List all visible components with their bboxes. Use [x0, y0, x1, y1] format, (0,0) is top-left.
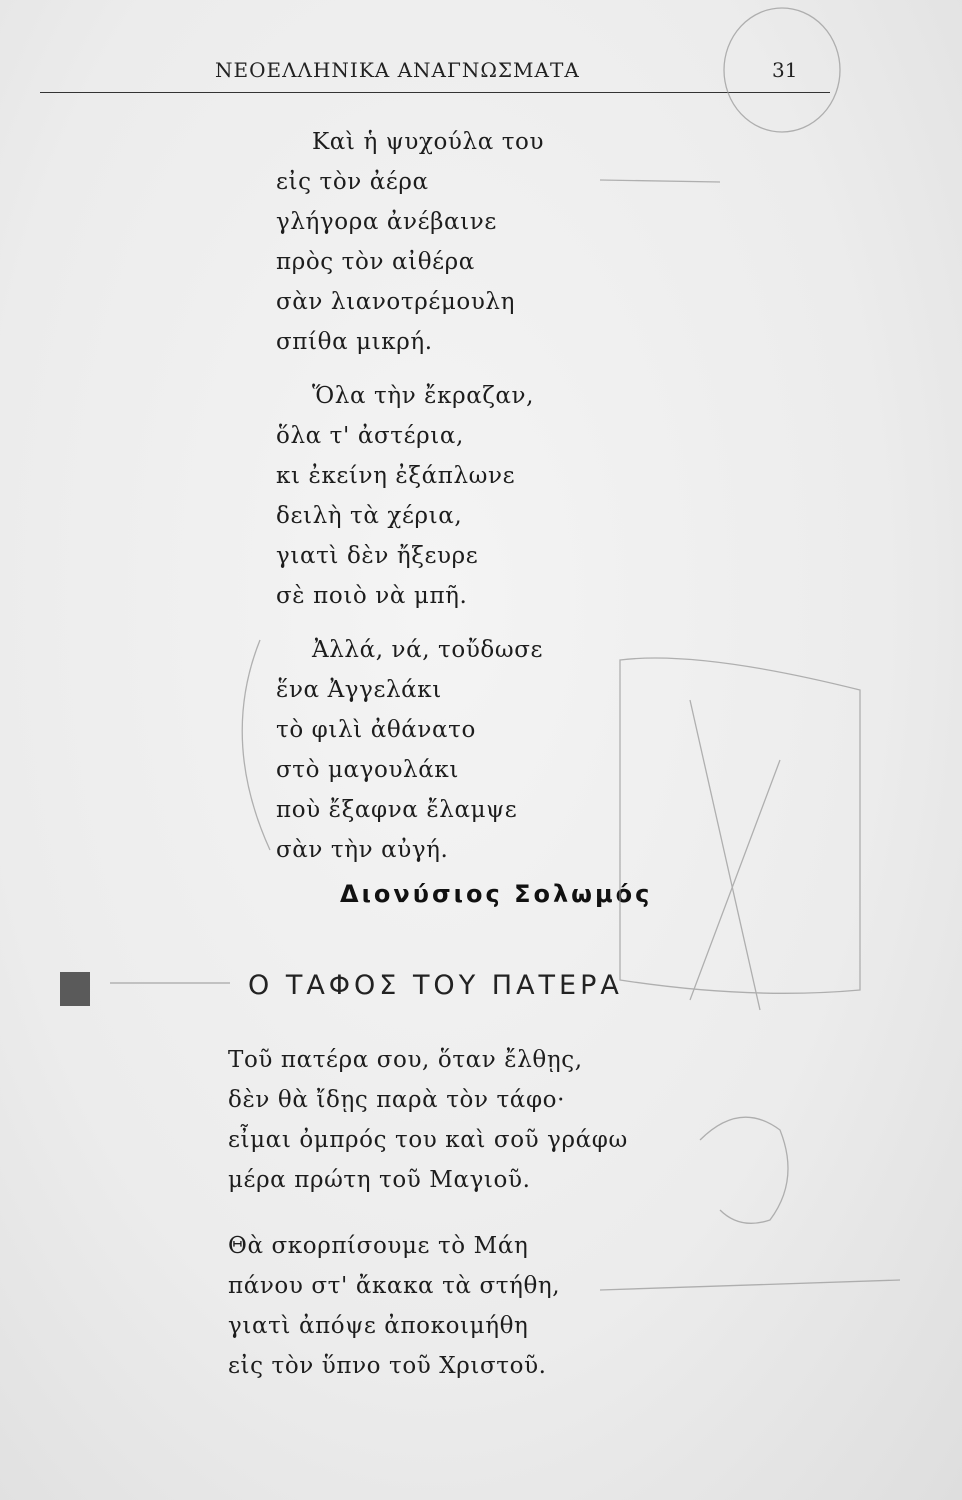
page-number: 31: [772, 58, 798, 82]
verse-line: εἶμαι ὀμπρός του καὶ σοῦ γράφω: [228, 1127, 628, 1153]
verse-line: δὲν θὰ ἴδῃς παρὰ τὸν τάφο·: [228, 1087, 566, 1113]
verse-line: στὸ μαγουλάκι: [276, 757, 459, 783]
ornament-block: [60, 972, 90, 1006]
verse-line: γιατὶ ἀπόψε ἀποκοιμήθη: [228, 1313, 529, 1339]
poem-author: Διονύσιος Σολωμός: [340, 880, 653, 908]
running-head: ΝΕΟΕΛΛΗΝΙΚΑ ΑΝΑΓΝΩΣΜΑΤΑ: [215, 58, 580, 82]
verse-line: Ὅλα τὴν ἔκραζαν,: [312, 383, 535, 409]
verse-line: πρὸς τὸν αἰθέρα: [276, 249, 475, 275]
verse-line: Θὰ σκορπίσουμε τὸ Μάη: [228, 1233, 529, 1259]
verse-line: κι ἐκείνη ἐξάπλωνε: [276, 463, 516, 489]
verse-line: πάνου στ' ἄκακα τὰ στήθη,: [228, 1273, 561, 1299]
verse-line: δειλὴ τὰ χέρια,: [276, 503, 463, 529]
verse-line: Τοῦ πατέρα σου, ὅταν ἔλθῃς,: [228, 1047, 583, 1073]
poem2-stanza-2: [228, 1226, 560, 1386]
header-rule: [40, 92, 830, 93]
pencil-sketch: [700, 1117, 788, 1223]
poem-title: Ο ΤΑΦΟΣ ΤΟΥ ΠΑΤΕΡΑ: [248, 970, 623, 1001]
pencil-stroke: [600, 1280, 900, 1290]
verse-line: ποὺ ἔξαφνα ἔλαμψε: [276, 797, 518, 823]
verse-line: Ἀλλά, νά, τοὔδωσε: [312, 637, 544, 663]
verse-line: εἰς τὸν ἀέρα: [276, 169, 429, 195]
verse-line: μέρα πρώτη τοῦ Μαγιοῦ.: [228, 1167, 531, 1193]
verse-line: σπίθα μικρή.: [276, 329, 433, 355]
verse-line: ὅλα τ' ἀστέρια,: [276, 423, 464, 449]
verse-line: σὰν τὴν αὐγή.: [276, 837, 449, 863]
poem1-stanza-1: [276, 122, 544, 362]
pencil-stroke: [600, 180, 720, 182]
pencil-box: [620, 658, 860, 993]
poem2-stanza-1: [228, 1040, 628, 1200]
pencil-arc: [242, 640, 270, 850]
verse-line: Καὶ ἡ ψυχούλα του: [312, 129, 545, 155]
verse-line: γλήγορα ἀνέβαινε: [276, 209, 497, 235]
pencil-stroke: [690, 760, 780, 1000]
poem1-stanza-3: [276, 630, 543, 870]
verse-line: σὲ ποιὸ νὰ μπῆ.: [276, 583, 468, 609]
poem1-stanza-2: [276, 376, 534, 616]
verse-line: γιατὶ δὲν ἤξευρε: [276, 543, 479, 569]
verse-line: ἕνα Ἀγγελάκι: [276, 677, 442, 703]
verse-line: εἰς τὸν ὕπνο τοῦ Χριστοῦ.: [228, 1353, 547, 1379]
pencil-stroke: [690, 700, 760, 1010]
verse-line: τὸ φιλὶ ἀθάνατο: [276, 717, 476, 743]
verse-line: σὰν λιανοτρέμουλη: [276, 289, 515, 315]
